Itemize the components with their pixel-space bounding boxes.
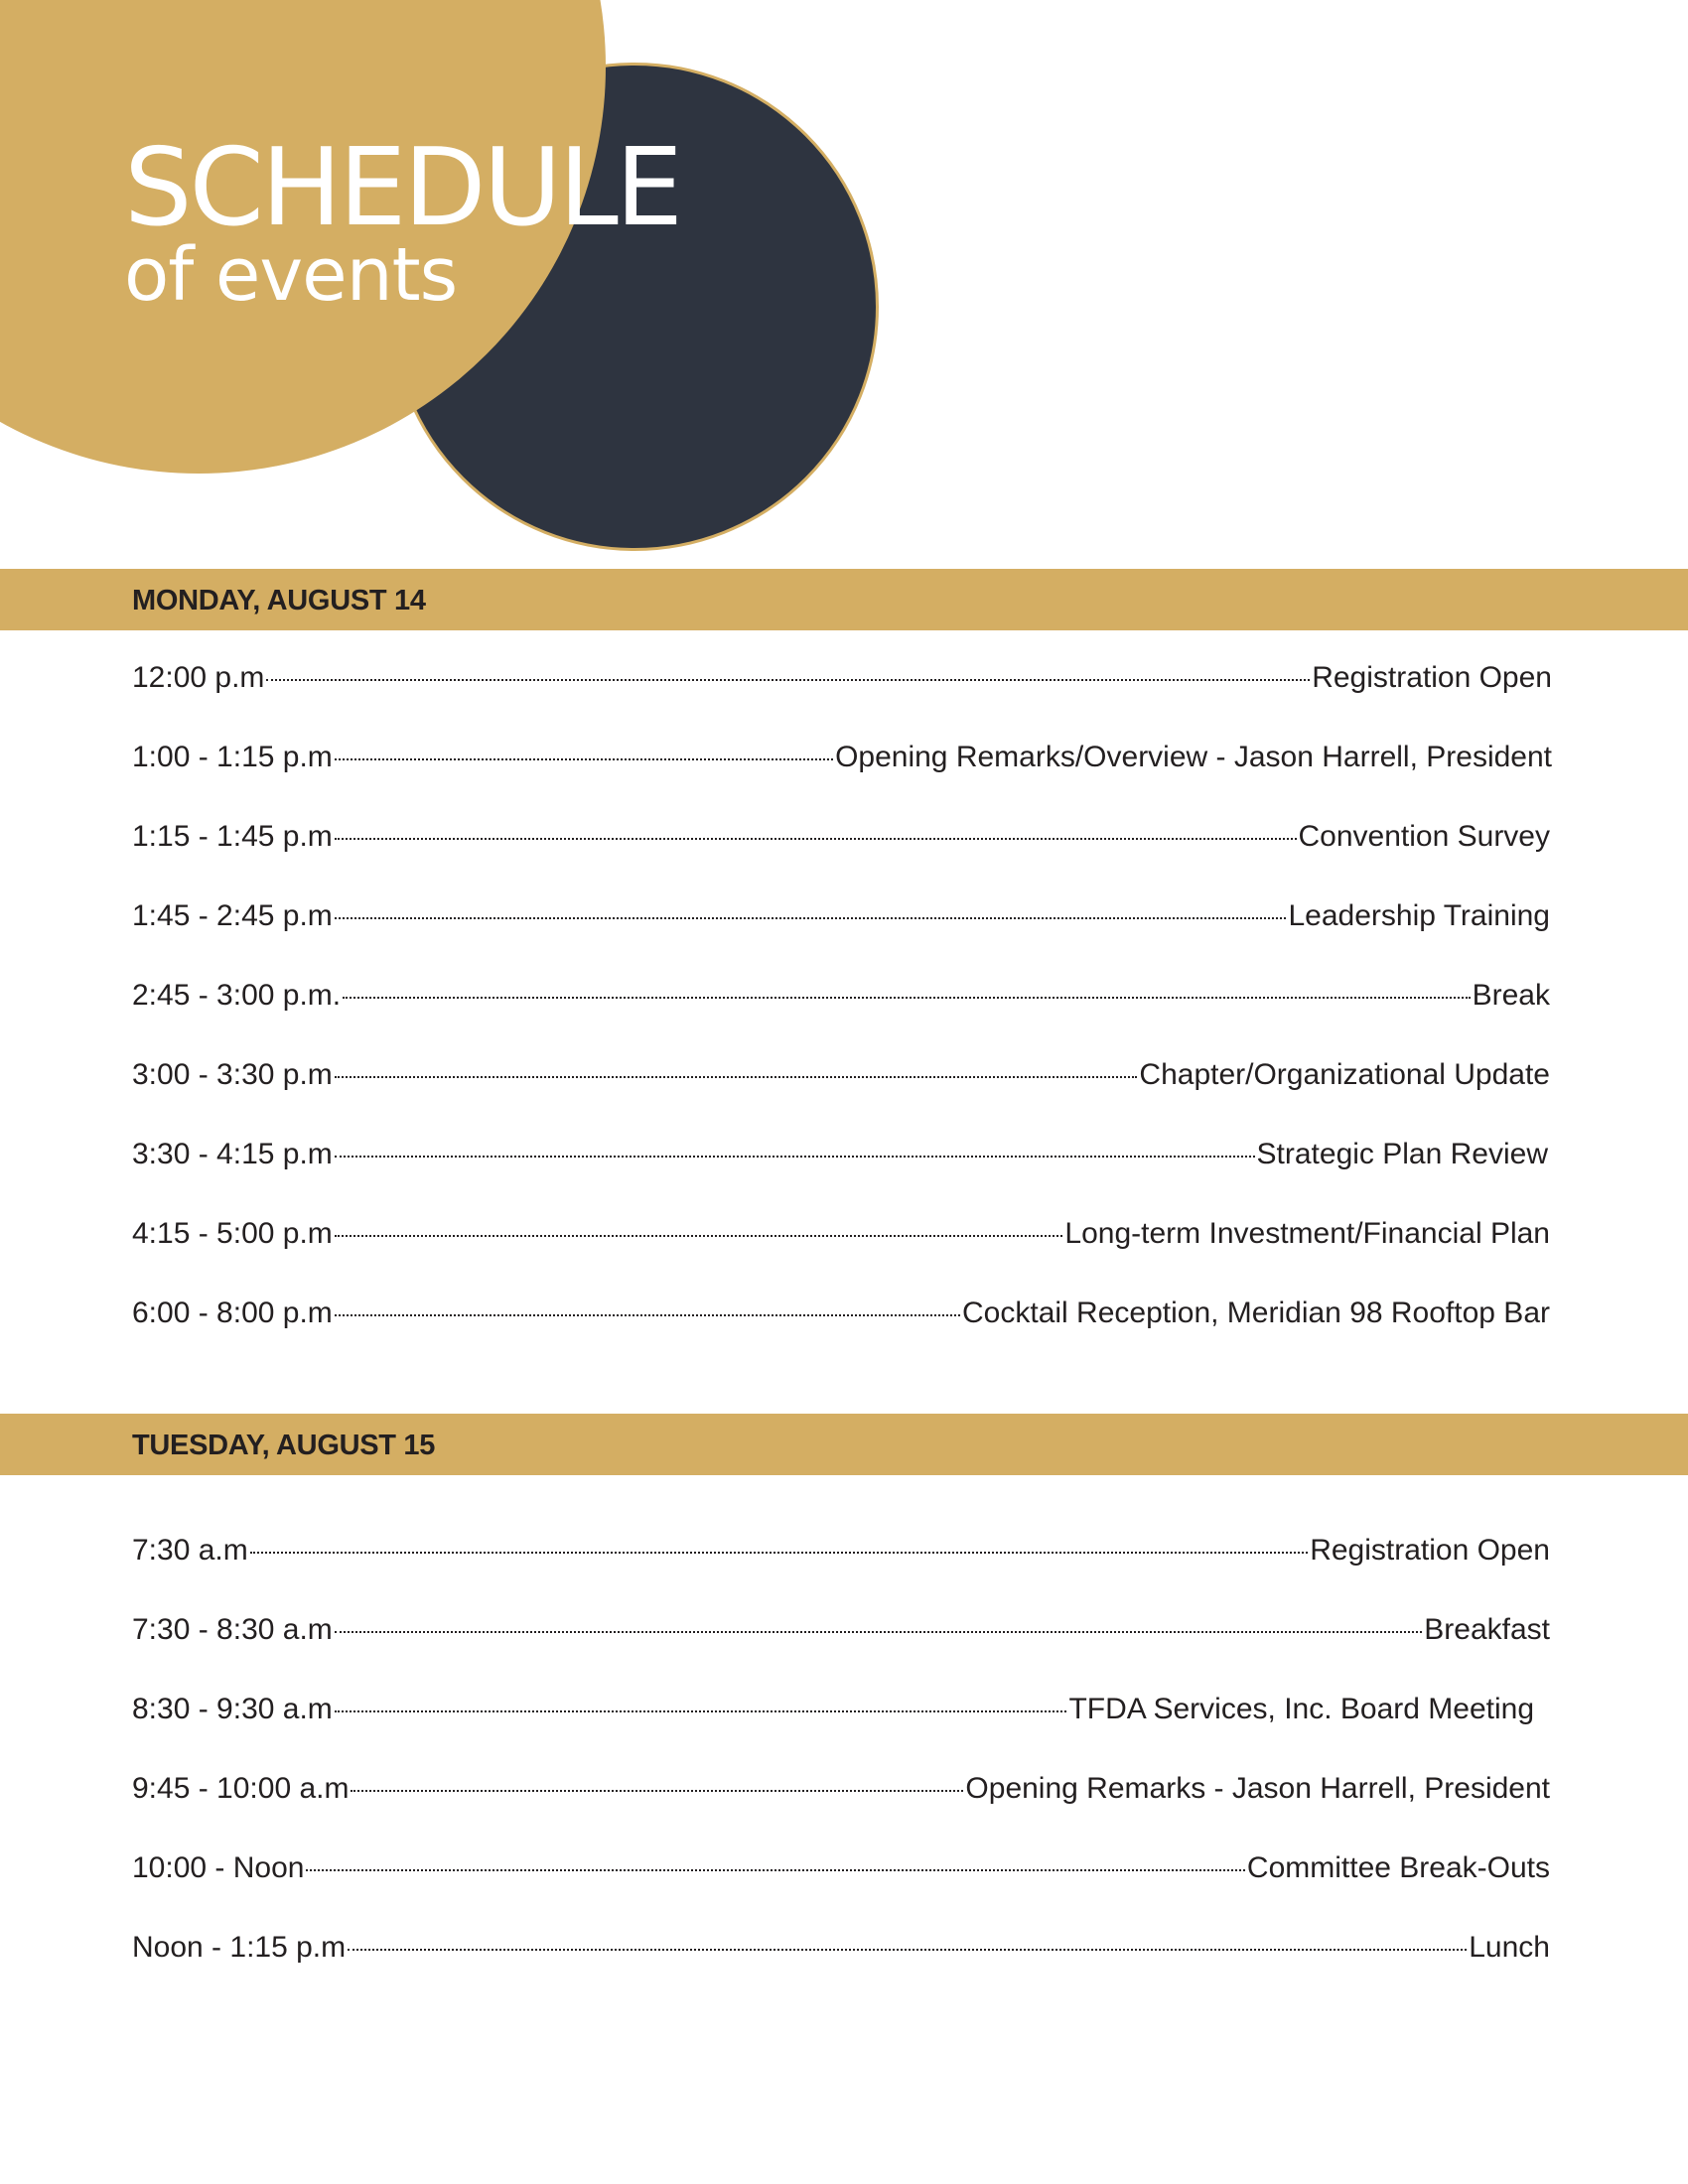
dot-leader [335, 1314, 960, 1316]
event-time: 8:30 - 9:30 a.m [132, 1693, 333, 1725]
event-row [132, 1217, 1550, 1297]
dot-leader [335, 1156, 1255, 1158]
event-time: 6:00 - 8:00 p.m [132, 1297, 333, 1329]
event-name: Registration Open [1312, 661, 1552, 694]
event-list-tuesday [132, 1534, 1552, 2010]
event-list-monday [132, 661, 1552, 1376]
dot-leader [306, 1869, 1244, 1871]
dot-leader [348, 1949, 1467, 1951]
event-time: 7:30 - 8:30 a.m [132, 1613, 333, 1646]
event-time: 1:45 - 2:45 p.m [132, 899, 333, 932]
dot-leader [266, 679, 1310, 681]
event-time: 12:00 p.m [132, 661, 265, 694]
page-title [124, 126, 681, 318]
event-name: Break [1472, 979, 1550, 1012]
day-label: MONDAY, AUGUST 14 [132, 585, 426, 616]
event-name: Chapter/Organizational Update [1139, 1058, 1550, 1091]
day-header-monday [0, 569, 1688, 630]
dot-leader [335, 1631, 1422, 1633]
day-label: TUESDAY, AUGUST 15 [132, 1430, 436, 1461]
event-name: Breakfast [1424, 1613, 1550, 1646]
dot-leader [335, 1076, 1138, 1078]
event-row [132, 1772, 1550, 1851]
event-row [132, 1851, 1550, 1931]
event-row [132, 1613, 1550, 1693]
event-name: Opening Remarks - Jason Harrell, President [965, 1772, 1550, 1805]
event-name: Lunch [1469, 1931, 1550, 1964]
dot-leader [335, 758, 833, 760]
dot-leader [351, 1790, 963, 1792]
event-row [132, 1931, 1550, 2010]
event-row [132, 661, 1552, 741]
event-time: Noon - 1:15 p.m [132, 1931, 347, 1964]
event-row [132, 741, 1552, 820]
dot-leader [335, 917, 1287, 919]
event-time: 2:45 - 3:00 p.m. [132, 979, 342, 1012]
event-name: Opening Remarks/Overview - Jason Harrell, President [835, 741, 1552, 773]
event-time: 9:45 - 10:00 a.m [132, 1772, 350, 1805]
event-time: 1:15 - 1:45 p.m [132, 820, 333, 853]
event-row [132, 899, 1550, 979]
dot-leader [335, 1235, 1063, 1237]
event-time: 4:15 - 5:00 p.m [132, 1217, 333, 1250]
dot-leader [335, 838, 1297, 840]
event-row [132, 1297, 1550, 1376]
event-name: Committee Break-Outs [1246, 1851, 1550, 1884]
event-row [132, 1058, 1550, 1138]
event-name: Cocktail Reception, Meridian 98 Rooftop Bar [962, 1297, 1550, 1329]
day-header-tuesday [0, 1414, 1688, 1475]
event-time: 3:00 - 3:30 p.m [132, 1058, 333, 1091]
event-time: 7:30 a.m [132, 1534, 248, 1567]
event-name: Convention Survey [1298, 820, 1550, 853]
event-name: TFDA Services, Inc. Board Meeting [1068, 1693, 1534, 1725]
event-time: 10:00 - Noon [132, 1851, 305, 1884]
dot-leader [250, 1552, 1308, 1554]
event-name: Long-term Investment/Financial Plan [1064, 1217, 1550, 1250]
event-row [132, 1138, 1548, 1217]
event-name: Leadership Training [1288, 899, 1550, 932]
event-row [132, 1693, 1534, 1772]
event-name: Strategic Plan Review [1256, 1138, 1548, 1170]
title-sub: of events [124, 232, 458, 318]
event-row [132, 820, 1550, 899]
dot-leader [343, 997, 1471, 999]
title-main: SCHEDULE [124, 126, 681, 250]
event-time: 3:30 - 4:15 p.m [132, 1138, 333, 1170]
event-row [132, 979, 1550, 1058]
event-name: Registration Open [1310, 1534, 1550, 1567]
event-row [132, 1534, 1550, 1613]
event-time: 1:00 - 1:15 p.m [132, 741, 333, 773]
dot-leader [335, 1710, 1067, 1712]
